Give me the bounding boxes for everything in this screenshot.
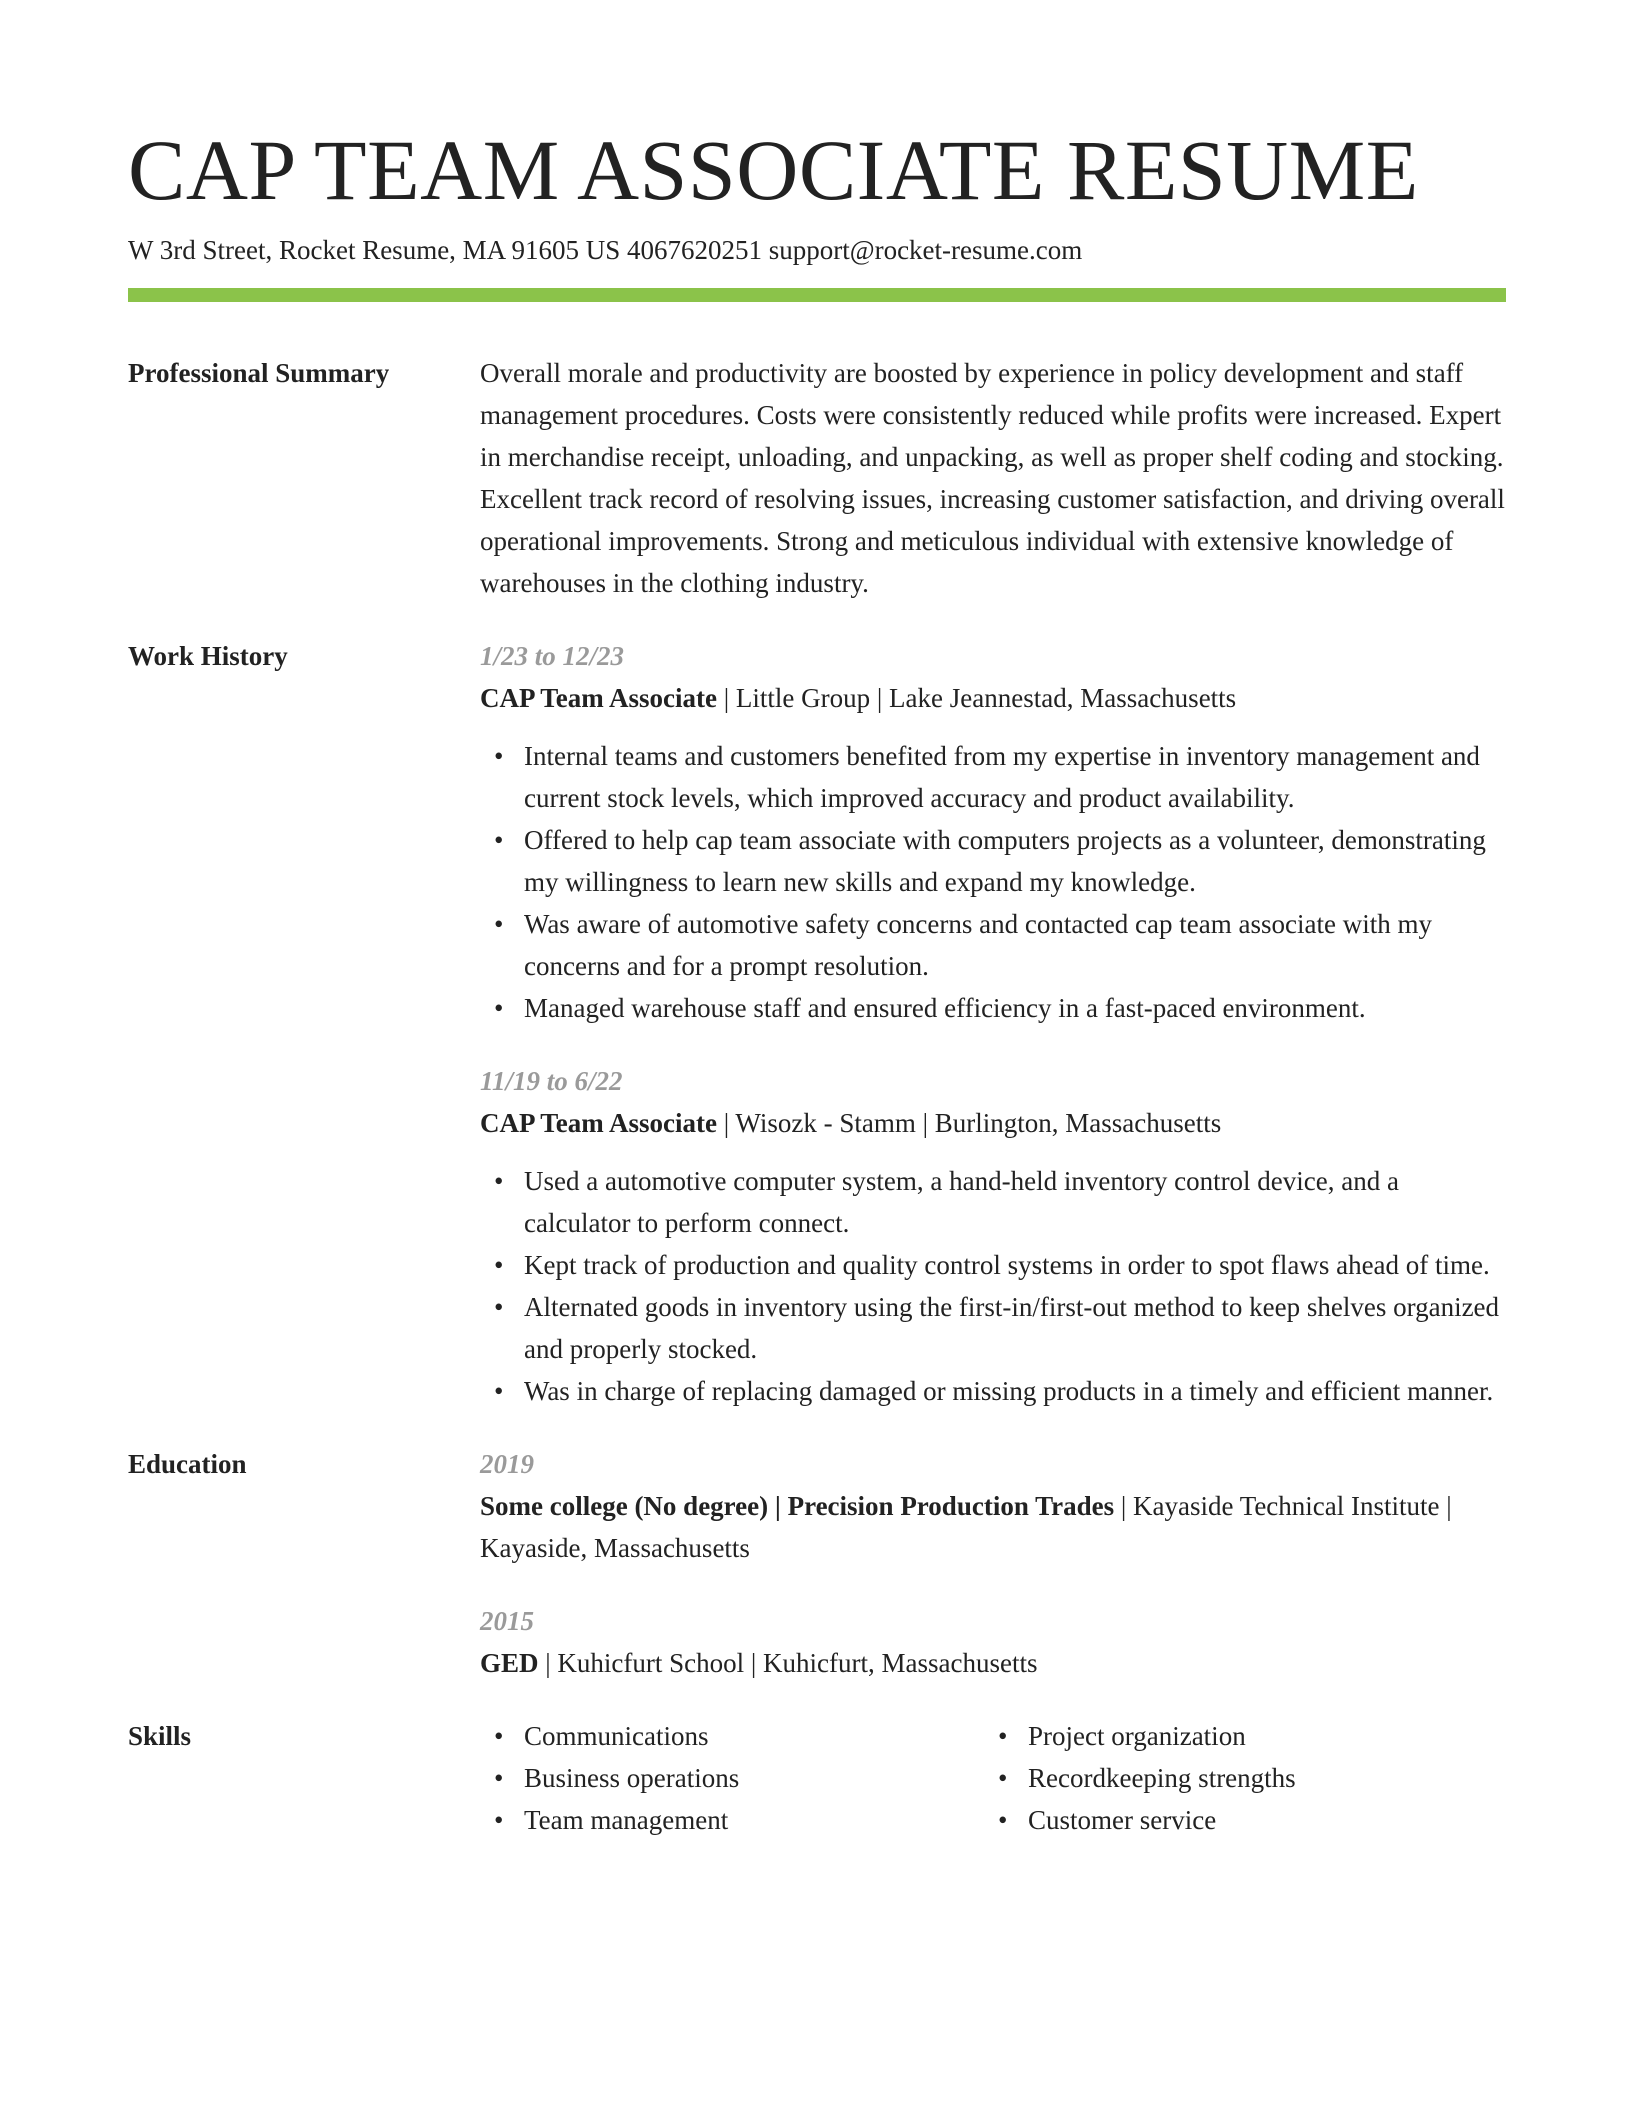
- summary-text: Overall morale and productivity are boosted by experience in policy development and staff management procedures. Costs were consistently reduced while profits were increased. Expert in merchandise receipt, unloading, and unpacking, as well as proper shelf coding and stocking. Excellent track record of resolving issues, increasing customer satisfaction, and driving overall operational improvements. Strong and meticulous individual with extensive knowledge of warehouses in the clothing industry.: [480, 358, 1505, 598]
- job-bullets: [480, 1160, 1506, 1412]
- education-entry: [480, 1600, 1506, 1684]
- skills-body: [480, 1715, 1506, 1841]
- job-title: CAP Team Associate: [480, 1108, 718, 1138]
- skills-list-right: [984, 1715, 1488, 1841]
- education-details: | Kayaside Technical Institute | Kayaside, Massachusetts: [480, 1491, 1452, 1563]
- section-label-work-history: Work History: [128, 641, 288, 671]
- job-heading: [480, 677, 1506, 719]
- education-heading: [480, 1485, 1506, 1569]
- education-section: [128, 1443, 1506, 1684]
- job-details: | Wisozk - Stamm | Burlington, Massachusetts: [717, 1108, 1222, 1138]
- skill-item: • Communications: [524, 1715, 984, 1757]
- job-details: | Little Group | Lake Jeannestad, Massachusetts: [717, 683, 1237, 713]
- list-item: • Used a automotive computer system, a hand-held inventory control device, and a calculator to perform connect.: [524, 1160, 1506, 1244]
- list-item: • Was aware of automotive safety concerns and contacted cap team associate with my concerns and for a prompt resolution.: [524, 903, 1506, 987]
- education-entry: [480, 1443, 1506, 1569]
- skills-section: [128, 1715, 1506, 1841]
- education-degree: Some college (No degree) | Precision Production Trades: [480, 1491, 1115, 1521]
- skill-item: • Team management: [524, 1799, 984, 1841]
- work-history-body: [480, 635, 1506, 1412]
- job-title: CAP Team Associate: [480, 683, 718, 713]
- job-heading: [480, 1102, 1506, 1144]
- skill-item: • Business operations: [524, 1757, 984, 1799]
- education-year: 2019: [480, 1449, 534, 1479]
- skill-item: • Recordkeeping strengths: [1028, 1757, 1488, 1799]
- skill-item: • Project organization: [1028, 1715, 1488, 1757]
- education-body: [480, 1443, 1506, 1684]
- contact-line: W 3rd Street, Rocket Resume, MA 91605 US 4067620251 support@rocket-resume.com: [128, 235, 1083, 265]
- job-entry: [480, 635, 1506, 1029]
- section-label-skills: Skills: [128, 1721, 192, 1751]
- section-label-summary: Professional Summary: [128, 358, 390, 388]
- list-item: • Was in charge of replacing damaged or missing products in a timely and efficient manner.: [524, 1370, 1506, 1412]
- education-details: | Kuhicfurt School | Kuhicfurt, Massachusetts: [538, 1648, 1038, 1678]
- section-label-education: Education: [128, 1449, 247, 1479]
- skills-columns: [480, 1715, 1506, 1841]
- skills-list-left: [480, 1715, 984, 1841]
- list-item: • Managed warehouse staff and ensured efficiency in a fast-paced environment.: [524, 987, 1506, 1029]
- accent-divider: [128, 288, 1506, 302]
- summary-section: [128, 352, 1506, 604]
- work-history-section: [128, 635, 1506, 1412]
- job-dates: 11/19 to 6/22: [480, 1066, 623, 1096]
- list-item: • Internal teams and customers benefited from my expertise in inventory management and current stock levels, which improved accuracy and product availability.: [524, 735, 1506, 819]
- list-item: • Alternated goods in inventory using the first-in/first-out method to keep shelves organized and properly stocked.: [524, 1286, 1506, 1370]
- job-bullets: [480, 735, 1506, 1029]
- list-item: • Kept track of production and quality control systems in order to spot flaws ahead of time.: [524, 1244, 1506, 1286]
- job-entry: [480, 1060, 1506, 1412]
- resume-page: [128, 118, 1506, 1841]
- job-dates: 1/23 to 12/23: [480, 641, 625, 671]
- skill-item: • Customer service: [1028, 1799, 1488, 1841]
- list-item: • Offered to help cap team associate with computers projects as a volunteer, demonstrating my willingness to learn new skills and expand my knowledge.: [524, 819, 1506, 903]
- education-year: 2015: [480, 1606, 534, 1636]
- resume-title: CAP TEAM ASSOCIATE RESUME: [128, 122, 1419, 218]
- education-degree: GED: [480, 1648, 539, 1678]
- education-heading: [480, 1642, 1506, 1684]
